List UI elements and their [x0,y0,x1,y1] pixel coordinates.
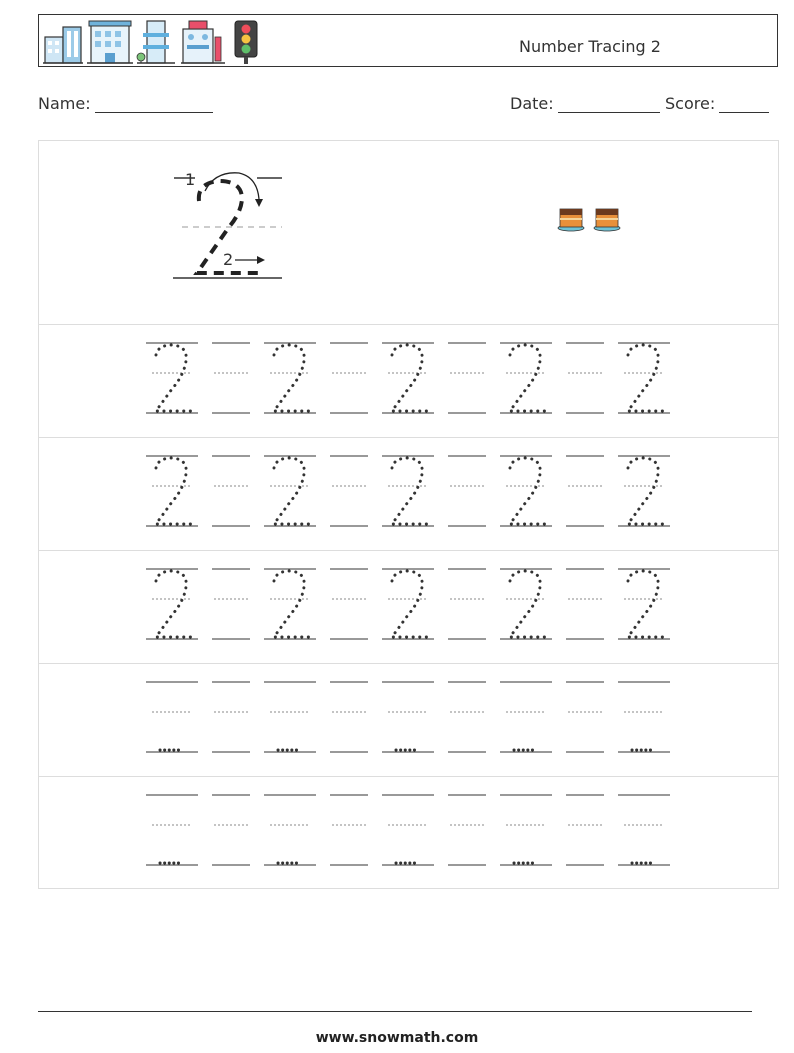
dotted-digit-2[interactable] [382,343,434,413]
score-blank[interactable] [719,98,769,113]
dotted-digit-2[interactable] [618,569,670,639]
dotted-digit-2[interactable] [264,343,316,413]
spacer-writing-cell[interactable] [212,569,250,639]
spacer-writing-cell[interactable] [566,343,604,413]
dotted-digit-2[interactable] [146,569,198,639]
trace-row-3 [39,550,778,663]
spacer-writing-cell[interactable] [330,343,368,413]
stroke1-label: 1 [185,170,196,189]
header-icons [43,19,273,65]
spacer-writing-cell[interactable] [330,682,368,752]
dotted-digit-2[interactable] [264,569,316,639]
blank-writing-cell[interactable] [146,795,198,865]
spacer-writing-cell[interactable] [212,682,250,752]
dotted-digit-2[interactable] [500,343,552,413]
trace-row-2 [39,437,778,550]
example-row [39,141,778,324]
blank-writing-cell[interactable] [618,682,670,752]
dotted-digit-2[interactable] [618,456,670,526]
example-stroke-guide [39,141,778,324]
spacer-writing-cell[interactable] [566,456,604,526]
spacer-writing-cell[interactable] [330,569,368,639]
footer-divider [38,1011,752,1012]
blank-writing-cell[interactable] [264,795,316,865]
name-field[interactable] [38,94,213,113]
shop-building-icon [181,21,225,63]
guide-row-1 [39,663,778,776]
worksheet-header [38,14,778,67]
score-label: Score: [665,94,716,113]
spacer-writing-cell[interactable] [566,795,604,865]
guide-row-2 [39,776,778,888]
dotted-digit-2[interactable] [500,569,552,639]
score-field[interactable] [665,94,769,113]
tracing-grid [38,140,779,889]
blank-writing-cell[interactable] [382,795,434,865]
dotted-digit-2[interactable] [618,343,670,413]
spacer-writing-cell[interactable] [330,795,368,865]
building-icon [43,27,83,63]
blank-writing-cell[interactable] [618,795,670,865]
dotted-digit-2[interactable] [264,456,316,526]
spacer-writing-cell[interactable] [566,682,604,752]
date-blank[interactable] [558,98,660,113]
counter-icons [557,203,623,233]
spacer-writing-cell[interactable] [448,456,486,526]
dotted-digit-2[interactable] [500,456,552,526]
stroke2-label: 2 [223,250,234,269]
date-field[interactable] [510,94,660,113]
dotted-digit-2[interactable] [382,456,434,526]
traffic-light-icon [235,21,257,64]
cake-icon [558,209,584,231]
blank-writing-cell[interactable] [146,682,198,752]
trace-row-1 [39,324,778,437]
spacer-writing-cell[interactable] [566,569,604,639]
arrow-down-icon [255,199,263,207]
blank-writing-cell[interactable] [500,682,552,752]
spacer-writing-cell[interactable] [212,795,250,865]
blank-writing-cell[interactable] [382,682,434,752]
spacer-writing-cell[interactable] [448,682,486,752]
spacer-writing-cell[interactable] [212,456,250,526]
worksheet-title: Number Tracing 2 [519,37,661,56]
spacer-writing-cell[interactable] [448,795,486,865]
footer-website: www.snowmath.com [315,1030,479,1046]
blank-writing-cell[interactable] [264,682,316,752]
name-blank[interactable] [95,98,213,113]
dotted-digit-2[interactable] [382,569,434,639]
blank-writing-cell[interactable] [500,795,552,865]
dotted-digit-2[interactable] [146,456,198,526]
spacer-writing-cell[interactable] [448,569,486,639]
spacer-writing-cell[interactable] [448,343,486,413]
office-building-icon [87,21,133,63]
spacer-writing-cell[interactable] [330,456,368,526]
dotted-digit-2[interactable] [146,343,198,413]
date-label: Date: [510,94,554,113]
name-label: Name: [38,94,91,113]
cake-icon [594,209,620,231]
tower-tree-icon [137,21,175,63]
arrow-right-icon [257,256,265,264]
spacer-writing-cell[interactable] [212,343,250,413]
